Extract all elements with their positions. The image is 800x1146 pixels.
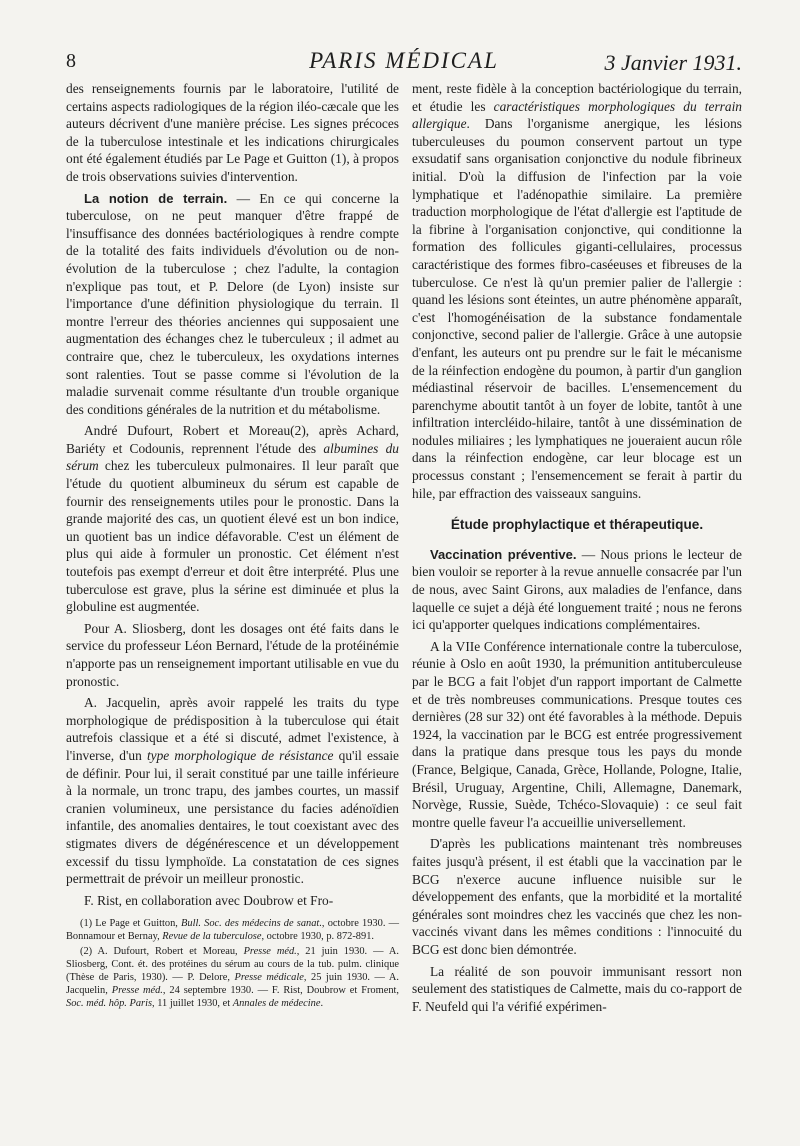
citation-title: Presse méd. <box>111 985 163 997</box>
issue-date: 3 Janvier 1931. <box>604 50 742 75</box>
citation-title: Soc. méd. hôp. Paris <box>66 998 153 1010</box>
text-run: (2) A. Dufourt, Robert et Moreau, <box>80 946 244 958</box>
text-run: A. Jacquelin, après avoir rappelé les traits du type morphologique de prédisposition à la tuberculose qui était autrefois classique et a été si discuté, admet l'existence, à l'inverse, d'un <box>66 695 399 763</box>
run-in-heading: La notion de terrain. <box>84 190 228 206</box>
paragraph-dufourt <box>66 422 399 616</box>
footnote-1 <box>66 917 399 943</box>
journal-title: PARIS MÉDICAL <box>309 48 499 73</box>
citation-title: Presse méd. <box>243 946 297 958</box>
page-number: 8 <box>66 50 76 72</box>
paragraph-vaccination <box>412 546 742 634</box>
italic-term: caractéristiques morphologiques du terrain allergique <box>412 98 742 132</box>
text-run: . <box>320 998 324 1010</box>
right-column <box>412 80 742 1019</box>
text-run: chez les tuberculeux pulmonaires. Il leur paraît que l'étude du quotient albumineux du sérum est capable de fournir des renseignements utiles pour le pronostic. Dans la grande majorité des cas, un quotient élevé est un bon indice, un quotient bas un indice défavorable. C'est un élément de plus qui aide à formuler un pronostic. Cet élément n'est toutefois pas exempt d'erreur et doit être interprété. Plus une tuberculose est grave, plus la sérine est diminuée et plus la globuline est augmentée. <box>66 458 399 615</box>
paragraph-notion-terrain <box>66 190 399 419</box>
italic-term: albumines du sérum <box>66 440 399 474</box>
text-run: , 21 juin 1930. — A. Sliosberg, Cont. ét. des protéines du sérum au cours de la tub. pulm. clinique (Thèse de Paris, 1930). — P. Delore, <box>66 946 399 984</box>
citation-title: Revue de la tuberculose <box>162 931 262 943</box>
paragraph-jacquelin <box>66 694 399 888</box>
text-run: , 25 juin 1930. — A. Jacquelin, <box>66 972 399 997</box>
citation-title: Annales de médecine <box>232 998 321 1010</box>
footnote-2 <box>66 945 399 1010</box>
paragraph: des renseignements fournis par le laboratoire, l'utilité de certains aspects radiologiques de la région iléo-cæcale que les auteurs décrivent d'une manière précise. Les signes précoces de la tuberculose intestinale et les indications chirurgicales ont été également étudiés par Le Page et Guitton (1), à propos de trois observations suivies d'intervention. <box>66 81 399 184</box>
text-run: , 11 juillet 1930, et <box>152 998 233 1010</box>
page-header <box>66 46 742 80</box>
paragraph-body: — En ce qui concerne la tuberculose, on ne peut manquer d'être frappé de l'insuffisance des données bactériologiques à rendre compte de la totalité des faits individuels d'évolution ou de non-évolution de la tuberculose ; chez l'adulte, la contagion n'explique pas tout, et P. Delore (de Lyon) insiste sur l'importance d'une définition physiologique du terrain. Il montre l'erreur des théories anciennes qui supposaient une augmentation des échanges chez le tuberculeux ; il admet au contraire que, chez le tuberculeux, les oxydations internes sont ralenties. Tout se passe comme si l'évolution de la maladie survenait comme résultante d'un trouble organique des conditions générales de la nutrition et du métabolisme. <box>66 190 399 417</box>
paragraph-body: — Nous prions le lecteur de bien vouloir se reporter à la revue annuelle consacrée par l'un de nous, avec Saint Girons, aux maladies de l'enfance, dans laquelle ce sujet a déjà été longuement traité ; nous ne ferons ici qu'apporter quelques indications complémentaires. <box>412 546 742 633</box>
citation-title: Presse médicale <box>234 972 304 984</box>
text-run: , octobre 1930, p. 872-891. <box>261 931 374 943</box>
paragraph-sliosberg: Pour A. Sliosberg, dont les dosages ont été faits dans le service du professeur Léon Bernard, l'étude de la protéinémie n'apporte pas un renseignement important utilisable en vue du pronostic. <box>66 620 399 689</box>
left-column <box>66 80 399 1012</box>
footnotes <box>66 917 399 1010</box>
citation-title: Bull. Soc. des médecins de sanat. <box>181 918 322 930</box>
text-run: André Dufourt, Robert et Moreau(2), après Achard, Bariéty et Codounis, reprennent l'étude des <box>66 423 399 456</box>
paragraph-publications: D'après les publications maintenant très nombreuses faites jusqu'à présent, il est établi que la vaccination par le BCG n'exerce aucune influence nuisible sur le développement des enfants, que la morbidité et la mortalité générales sont moindres chez les vaccinés que chez les non-vaccinés vivant dans les mêmes conditions : l'innocuité du BCG est donc bien démontrée. <box>412 836 742 957</box>
text-run: , 24 septembre 1930. — F. Rist, Doubrow et Froment, <box>162 985 399 997</box>
run-in-heading: Vaccination préventive. <box>430 546 577 562</box>
text-run: , octobre 1930. — Bonnamour et Bernay, <box>66 918 399 943</box>
text-run: . Dans l'organisme anergique, les lésions tuberculeuses du poumon conservent partout un type exsudatif sans organisation conjonctive du nodule fibrineux initial. D'où la diffusion de l'infection par la voie lymphatique et l'adénopathie similaire. La première traduction morphologique de l'état d'allergie est l'aptitude de la fibrine à l'organisation conjonctive, qui conditionne la formation des follicules giganti-cellulaires, processus caractéristique des formes fibro-caséeuses et fibreuses de la tuberculose. Ce n'est là qu'un premier palier de l'allergie : quand les lésions sont éteintes, un autre phénomène apparaît, c'est l'homogénéisation de la substance fondamentale conjonctive, second palier de l'allergie. Grâce à une autopsie d'enfant, les auteurs ont pu prendre sur le fait le mécanisme de la réinfection endogène du poumon, à partir d'un ganglion médiastinal réservoir de bacilles. L'ensemencement du parenchyme aboutit tantôt à un foyer de lobite, tantôt à une infiltration intercléido-hilaire, tantôt à une dissémination de nodules miliaires ; les lymphatiques ne joueraient aucun rôle dans la réinfection endogène, car leur blocage est un processus constant ; l'ensemencement se ferait à partir du hile, par effraction des vaisseaux sanguins. <box>412 116 742 501</box>
italic-term: type morphologique de résistance <box>146 747 334 763</box>
paragraph-realite: La réalité de son pouvoir immunisant ressort non seulement des statistiques de Calmette, mais du co-rapport de F. Neufeld qui l'a vérifié expérimen- <box>412 963 742 1014</box>
paragraph-oslo: A la VIIe Conférence internationale contre la tuberculose, réunie à Oslo en août 1930, la prémunition antituberculeuse par le BCG a fait l'objet d'un rapport important de Calmette et de très nombreuses communications. Presque toutes ces dernières (28 sur 32) ont été favorables à la méthode. Depuis 1924, la vaccination par le BCG est entrée progressivement dans la pratique dans presque tous les pays du monde (France, Belgique, Canada, Grèce, Hollande, Pologne, Italie, Brésil, Uruguay, Argentine, Chili, Allemagne, Danemark, Norvège, Russie, Suède, Tchéco-Slovaquie) : ce seul fait montre quelle faveur l'a accueillie universellement. <box>412 638 742 830</box>
text-run: qu'il essaie de définir. Pour lui, il serait constitué par une taille inférieure à la normale, un tronc trapu, des jambes courtes, un massif cranien volumineux, une persistance du facies adénoïdien infantile, des anomalies dentaires, le tout coexistant avec des stigmates divers de dégénérescence et un développement excessif du tissu lymphoïde. La constatation de ces signes permettrait de prévoir un meilleur pronostic. <box>66 747 400 887</box>
text-run: (1) Le Page et Guitton, <box>80 918 182 930</box>
paragraph-continuation <box>412 80 742 502</box>
paragraph-rist: F. Rist, en collaboration avec Doubrow et Fro- <box>84 892 334 908</box>
section-title: Étude prophylactique et thérapeutique. <box>450 517 704 533</box>
text-run: ment, reste fidèle à la conception bactériologique du terrain, et étudie les <box>412 81 742 114</box>
